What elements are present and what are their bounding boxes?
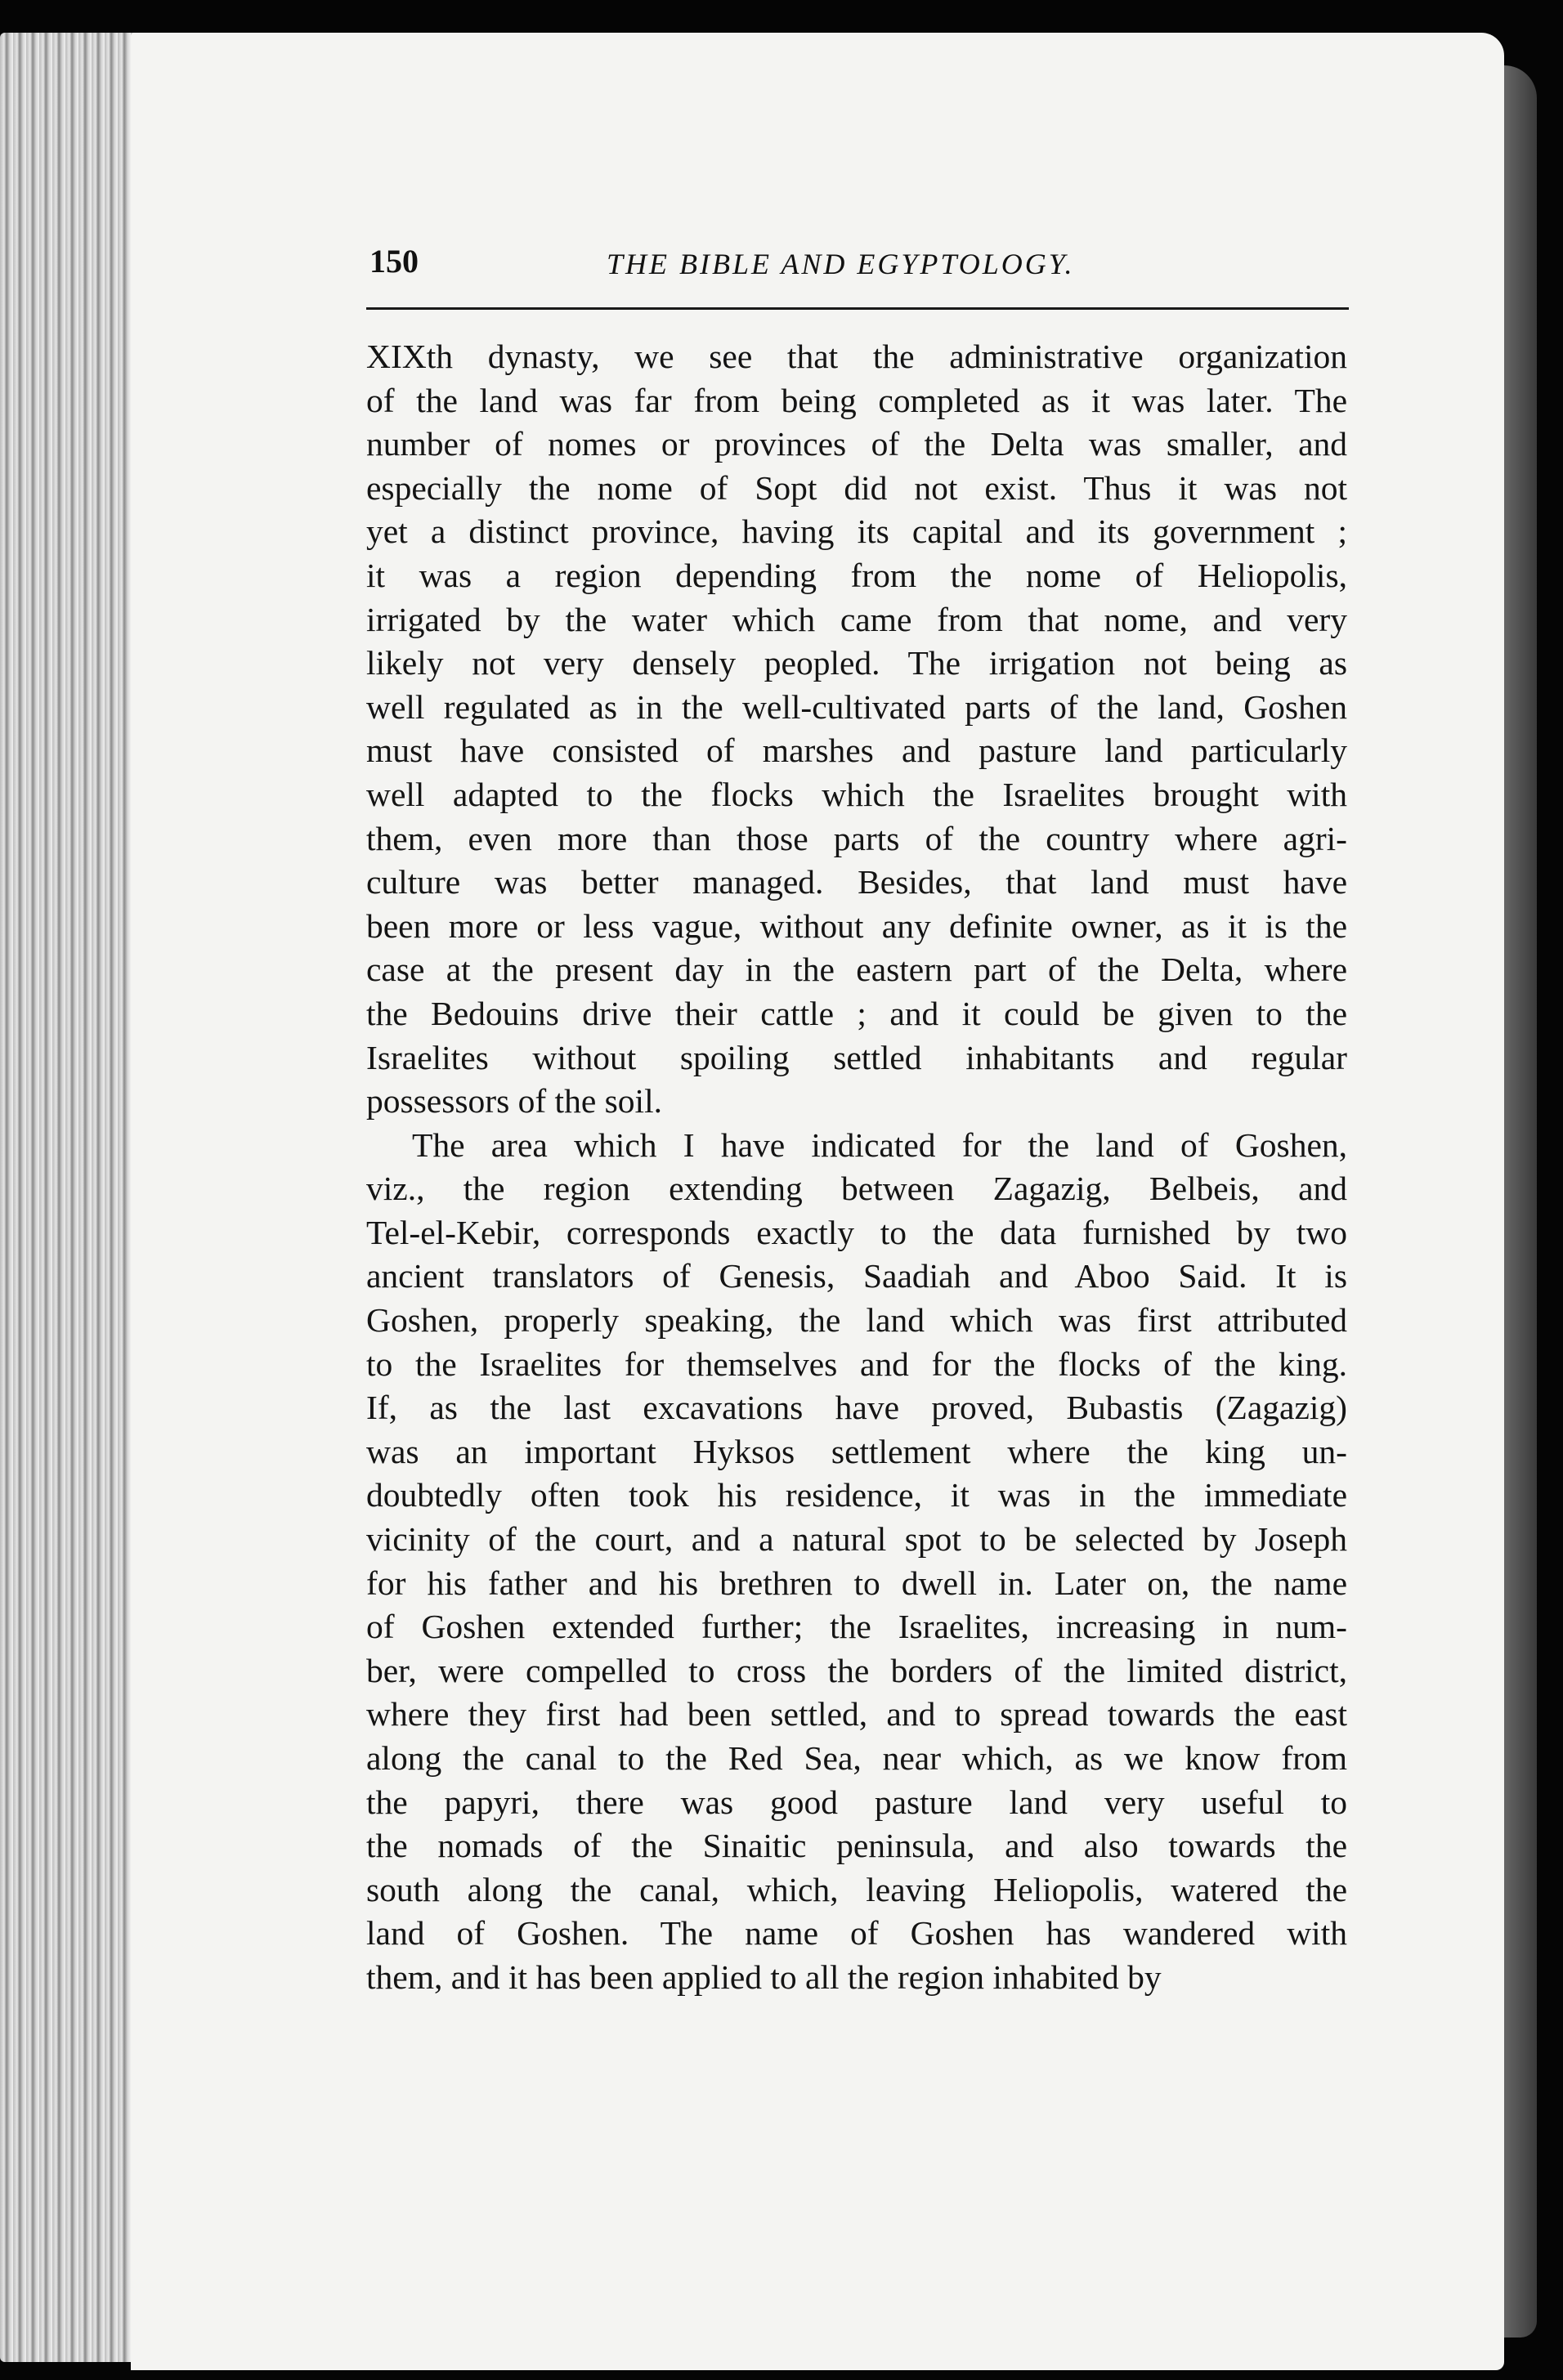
text-line: well adapted to the flocks which the Israelites brought with (366, 775, 1347, 813)
text-line: doubtedly often took his residence, it was in the immediate (366, 1476, 1347, 1514)
text-line: possessors of the soil. (366, 1082, 662, 1121)
text-line: land of Goshen. The name of Goshen has wandered with (366, 1914, 1347, 1953)
text-line: number of nomes or provinces of the Delta was smaller, and (366, 425, 1347, 463)
text-line: them, and it has been applied to all the region inhabited by (366, 1957, 1162, 1996)
text-line: south along the canal, which, leaving Heliopolis, watered the (366, 1870, 1347, 1908)
paragraph (366, 1124, 1347, 2000)
text-line: along the canal to the Red Sea, near which, as we know from (366, 1739, 1347, 1777)
body-text (366, 335, 1347, 2000)
text-line: If, as the last excavations have proved, Bubastis (Zagazig) (366, 1389, 1347, 1427)
text-line: viz., the region extending between Zagazig, Belbeis, and (366, 1170, 1347, 1208)
text-line: the nomads of the Sinaitic peninsula, and also towards the (366, 1827, 1347, 1865)
text-line: The area which I have indicated for the land of Goshen, (412, 1125, 1347, 1164)
text-line: case at the present day in the eastern part of the Delta, where (366, 951, 1347, 989)
page-header (369, 242, 1350, 307)
text-line: for his father and his brethren to dwell in. Later on, the name (366, 1564, 1347, 1602)
text-line: the Bedouins drive their cattle ; and it could be given to the (366, 994, 1347, 1032)
text-line: yet a distinct province, having its capital and its government ; (366, 512, 1347, 551)
text-line: vicinity of the court, and a natural spot to be selected by Joseph (366, 1520, 1347, 1559)
page-number: 150 (369, 243, 419, 280)
text-line: especially the nome of Sopt did not exist. Thus it was not (366, 468, 1347, 507)
text-line: ber, were compelled to cross the borders of the limited district, (366, 1651, 1347, 1689)
text-line: likely not very densely peopled. The irrigation not being as (366, 644, 1347, 682)
book-page-edges (0, 33, 139, 2362)
text-line: XIXth dynasty, we see that the administrative organization (366, 338, 1347, 375)
text-line: Israelites without spoiling settled inhabitants and regular (366, 1038, 1347, 1076)
text-line: of the land was far from being completed as it was later. The (366, 381, 1347, 419)
text-line: of Goshen extended further; the Israelites, increasing in num- (366, 1608, 1347, 1646)
text-line: them, even more than those parts of the country where agri- (366, 819, 1347, 857)
text-line: to the Israelites for themselves and for the flocks of the king. (366, 1344, 1347, 1383)
paragraph (366, 335, 1347, 1124)
text-line: the papyri, there was good pasture land very useful to (366, 1783, 1347, 1821)
text-line: Goshen, properly speaking, the land which was first attributed (366, 1301, 1347, 1340)
text-line: must have consisted of marshes and pasture land particularly (366, 731, 1347, 770)
text-line: culture was better managed. Besides, that land must have (366, 863, 1347, 901)
text-line: where they first had been settled, and to spread towards the east (366, 1695, 1347, 1734)
text-line: Tel-el-Kebir, corresponds exactly to the data furnished by two (366, 1213, 1347, 1251)
text-line: well regulated as in the well-cultivated parts of the land, Goshen (366, 687, 1347, 726)
text-line: ancient translators of Genesis, Saadiah and Aboo Said. It is (366, 1257, 1347, 1295)
header-rule (366, 307, 1349, 310)
running-title: THE BIBLE AND EGYPTOLOGY. (607, 248, 1075, 280)
text-line: was an important Hyksos settlement where the king un- (366, 1432, 1347, 1470)
text-line: irrigated by the water which came from that nome, and very (366, 600, 1347, 638)
text-line: it was a region depending from the nome of Heliopolis, (366, 556, 1347, 594)
text-line: been more or less vague, without any definite owner, as it is the (366, 906, 1347, 945)
